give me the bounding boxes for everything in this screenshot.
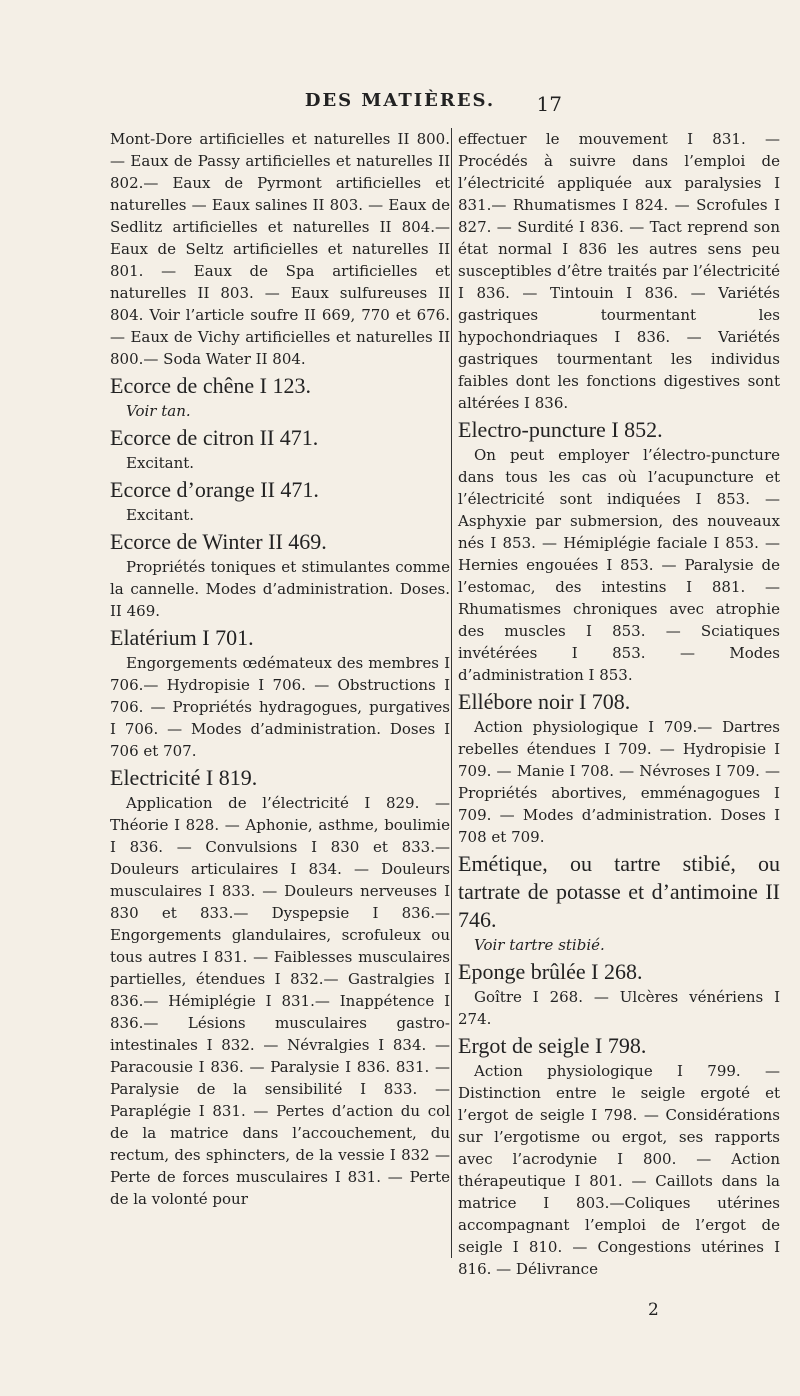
index-entry-detail: Action physiologique I 709.— Dartres rebelles étendues I 709. — Hydropisie I 709. — Manie I 708. — Névroses I 709. — Propriétés abortives, emménagogues I 709. — Modes d’administration. Doses I 708 et 709. <box>458 718 780 846</box>
column-divider <box>451 128 452 1258</box>
index-entry-detail: Goître I 268. — Ulcères vénériens I 274. <box>458 988 780 1028</box>
index-entry-detail: Excitant. <box>126 506 195 524</box>
index-entry-heading: Ellébore noir I 708. <box>458 689 631 714</box>
index-entry-heading: Emétique, ou tartre stibié, ou tartrate de potasse et d’antimoine II 746. <box>458 851 780 932</box>
index-entry-heading: Elatérium I 701. <box>110 625 254 650</box>
index-entry-detail: Propriétés toniques et stimulantes comme la cannelle. Modes d’administration. Doses. II 469. <box>110 558 450 620</box>
page-number: 17 <box>536 92 562 116</box>
index-cross-reference: Voir tan. <box>126 402 191 420</box>
index-entry-continuation: effectuer le mouvement I 831. — Procédés à suivre dans l’emploi de l’électricité appliquée aux paralysies I 831.— Rhumatismes I 824. — Scrofules I 827. — Surdité I 836. — Tact reprend son état normal I 836 les autres sens peu susceptibles d’être traités par l’électricité I 836. — Tintouin I 836. — Variétés gastriques tourmentant les hypochondriaques I 836. — Variétés gastriques tourmentant les individus faibles dont les fonctions digestives sont altérées I 836. <box>458 130 780 412</box>
header-title: DES MATIÈRES. <box>304 90 496 111</box>
running-header <box>0 90 800 120</box>
index-entry-heading: Eponge brûlée I 268. <box>458 959 643 984</box>
index-entry-detail: Engorgements œdémateux des membres I 706.— Hydropisie I 706. — Obstructions I 706. — Propriétés hydragogues, purgatives I 706. — Modes d’administration. Doses I 706 et 707. <box>110 654 450 760</box>
index-cross-reference: Voir tartre stibié. <box>474 936 605 954</box>
index-entry-heading: Ecorce d’orange II 471. <box>110 477 319 502</box>
index-entry-heading: Electro-puncture I 852. <box>458 417 663 442</box>
index-entry-heading: Ergot de seigle I 798. <box>458 1033 647 1058</box>
index-entry-heading: Electricité I 819. <box>110 765 258 790</box>
index-entry-heading: Ecorce de Winter II 469. <box>110 529 327 554</box>
index-entry-detail: Application de l’électricité I 829. — Théorie I 828. — Aphonie, asthme, boulimie I 836. — Convulsions I 830 et 833.— Douleurs articulaires I 834. — Douleurs musculaires I 833. — Douleurs nerveuses I 830 et 833.— Dyspepsie I 836.— Engorgements glandulaires, scrofuleux ou tous autres I 831. — Faiblesses musculaires partielles, étendues I 832.— Gastralgies I 836.— Hémiplégie I 831.— Inappétence I 836.— Lésions musculaires gastro-intestinales I 832. — Névralgies I 834. — Paracousie I 836. — Paralysie I 836. 831. — Paralysie de la sensibilité I 833. — Paraplégie I 831. — Pertes d’action du col de la matrice dans l’accouchement, du rectum, des sphincters, de la vessie I 832 — Perte de forces musculaires I 831. — Perte de la volonté pour <box>110 794 450 1208</box>
index-entry-heading: Ecorce de citron II 471. <box>110 425 319 450</box>
right-column <box>458 128 800 1282</box>
index-entry-heading: Ecorce de chêne I 123. <box>110 373 311 398</box>
signature-mark: 2 <box>648 1300 659 1320</box>
index-entry-continuation: Mont-Dore artificielles et naturelles II 800.— Eaux de Passy artificielles et naturelles II 802.— Eaux de Pyrmont artificielles et naturelles — Eaux salines II 803. — Eaux de Sedlitz artificielles et naturelles II 804.— Eaux de Seltz artificielles et naturelles II 801. — Eaux de Spa artificielles et naturelles II 803. — Eaux sulfureuses II 804. Voir l’article soufre II 669, 770 et 676. — Eaux de Vichy artificielles et naturelles II 800.— Soda Water II 804. <box>110 130 450 368</box>
index-entry-detail: Excitant. <box>126 454 195 472</box>
index-entry-detail: Action physiologique I 799. — Distinction entre le seigle ergoté et l’ergot de seigle I 798. — Considérations sur l’ergotisme ou ergot, ses rapports avec l’acrodynie I 800. — Action thérapeutique I 801. — Caillots dans la matrice I 803.—Coliques utérines accompagnant l’emploi de l’ergot de seigle I 810. — Congestions utérines I 816. — Délivrance <box>458 1062 780 1278</box>
index-entry-detail: On peut employer l’électro-puncture dans tous les cas où l’acupuncture et l’électricité sont indiquées I 853. — Asphyxie par submersion, des nouveaux nés I 853. — Hémiplégie faciale I 853. — Hernies engouées I 853. — Paralysie de l’estomac, des intestins I 881. — Rhumatismes chroniques avec atrophie des muscles I 853. — Sciatiques invétérées I 853. — Modes d’administration I 853. <box>458 446 780 684</box>
left-column <box>110 128 450 1212</box>
